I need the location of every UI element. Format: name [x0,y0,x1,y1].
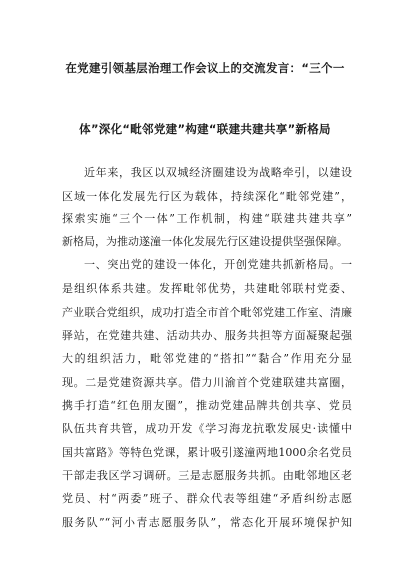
paragraph-line: 携手打造“红色朋友圈”，推动党建品牌共创共享、党员 [62,399,352,412]
paragraph-line: 队伍共育共管，成功开发《学习海龙抗歌发展史·读懂中 [62,422,352,435]
paragraph-line: 产业联合党组织，成功打造全市首个毗邻党建工作室、清廉 [62,306,352,319]
paragraph-line: 党员、村“两委”班子、群众代表等组建“矛盾纠纷志愿 [62,492,352,505]
paragraph-line: 新格局，为推动遂潼一体化发展先行区建设提供坚强保障。 [62,235,348,248]
paragraph-line: 现。二是党建资源共享。借力川渝首个党建联建共富圈， [62,376,352,389]
paragraph-line: 近年来，我区以双城经济圈建设为战略牵引，以建设 [84,166,352,179]
paragraph-line: 驿站，在党建共建、活动共办、服务共担等方面凝聚起强 [62,329,352,342]
document-title-line-1: 在党建引领基层治理工作会议上的交流发言：“三个一 [65,61,345,75]
paragraph-line: 干部走我区学习调研。三是志愿服务共抓。由毗邻地区老 [62,469,352,482]
paragraph-line: 一、突出党的建设一体化，开创党建共抓新格局。一 [84,258,352,271]
paragraph-line: 区域一体化发展先行区为载体，持续深化“毗邻党建”， [62,190,352,203]
document-title-line-2: 体”深化“毗邻党建”构建“联建共建共享”新格局 [79,122,331,136]
paragraph-line: 是组织体系共建。发挥毗邻优势，共建毗邻联村党委、 [62,282,352,295]
paragraph-line: 国共富路》等特色党课，累计吸引遂潼两地1000余名党员 [62,446,352,459]
paragraph-line: 大的组织活力，毗邻党建的“搭扣”“黏合”作用充分显 [62,352,352,365]
paragraph-line: 探索实施“三个一体”工作机制，构建“联建共建共享” [62,212,352,225]
paragraph-line: 服务队”“河小青志愿服务队”，常态化开展环境保护知 [62,516,352,529]
